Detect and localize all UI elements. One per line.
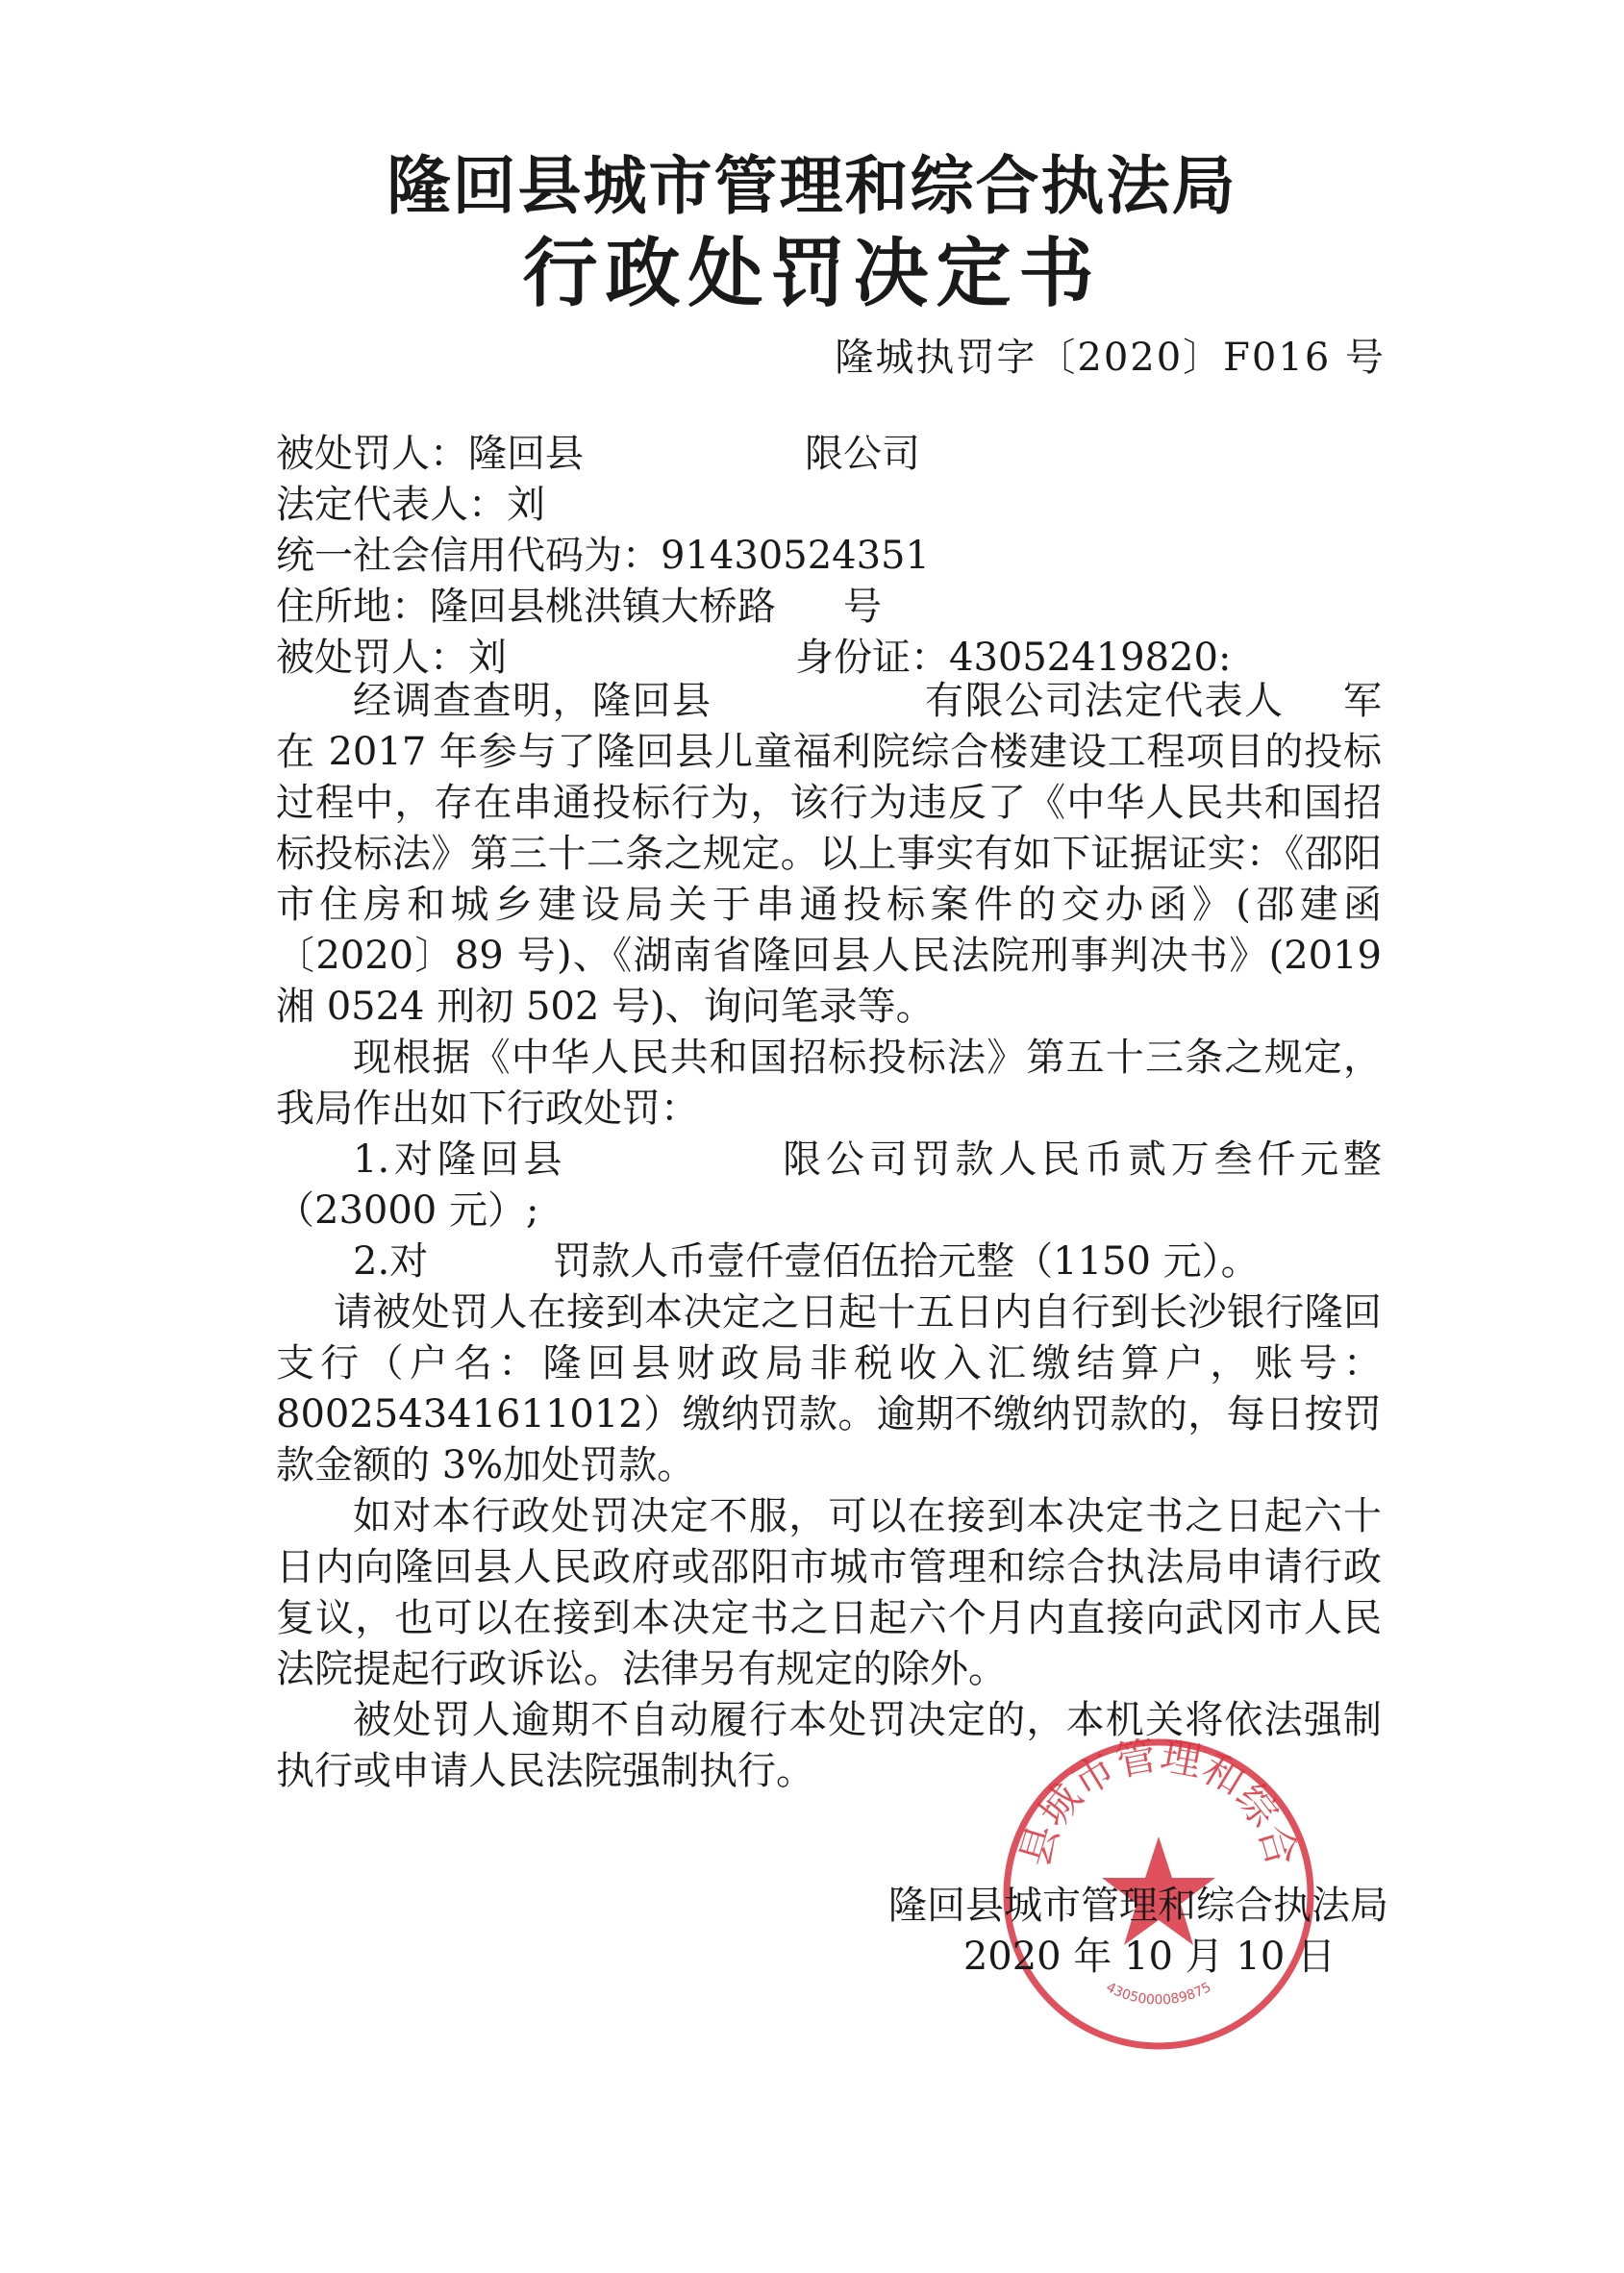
penalty-1-detail: 限公司罚款人民币贰万叁仟元整（23000 元）; bbox=[276, 1137, 1383, 1233]
party-person-line bbox=[276, 627, 1231, 682]
penalty-2-prefix: 2.对 bbox=[353, 1239, 429, 1284]
enforcement-paragraph: 被处罚人逾期不自动履行本处罚决定的，本机关将依法强制执行或申请人民法院强制执行。 bbox=[276, 1698, 1382, 1793]
penalty-1-prefix: 1.对隆回县 bbox=[353, 1137, 567, 1182]
seal-number: 4305000089875 bbox=[1103, 1979, 1214, 2009]
penalty-item-2 bbox=[276, 1236, 1382, 1287]
facts-company: 有限公司法定代表人 bbox=[923, 679, 1285, 723]
legal-representative-line: 法定代表人：刘 bbox=[276, 483, 545, 527]
issuing-organization: 隆回县城市管理和综合执法局 bbox=[387, 149, 1237, 223]
payment-paragraph: 请被处罚人在接到本决定之日起十五日内自行到长沙银行隆回支行（户名：隆回县财政局非税收入汇缴结算户，账号：800254341611012）缴纳罚款。逾期不缴纳罚款的，每日按罚款金额的 3%加处罚款。 bbox=[276, 1290, 1382, 1487]
appeal-paragraph: 如对本行政处罚决定不服，可以在接到本决定书之日起六十日内向隆回县人民政府或邵阳市城市管理和综合执法局申请行政复议，也可以在接到本决定书之日起六个月内直接向武冈市人民法院提起行政诉讼。法律另有规定的除外。 bbox=[276, 1494, 1382, 1691]
facts-paragraph bbox=[276, 676, 1382, 1033]
signature-organization: 隆回县城市管理和综合执法局 bbox=[888, 1884, 1388, 1928]
penalty-2-detail: 罚款人币壹仟壹佰伍拾元整（1150 元）。 bbox=[553, 1239, 1260, 1284]
document-title: 行政处罚决定书 bbox=[522, 231, 1102, 317]
facts-detail: 军在 2017 年参与了隆回县儿童福利院综合楼建设工程项目的投标过程中，存在串通投标行为，该行为违反了《中华人民共和国招标投标法》第三十二条之规定。以上事实有如下证据证实：《邵阳市住房和城乡建设局关于串通投标案件的交办函》(邵建函〔2020〕89 号)、《湖南省隆回县人民法院刑事判决书》(2019 湘 0524 刑初 502 号)、询问笔录等。 bbox=[276, 679, 1382, 1029]
seal-arc-text: 县城市管理和综合 bbox=[1011, 1732, 1307, 1872]
address-suffix: 号 bbox=[843, 585, 882, 629]
party-person-id: 身份证：43052419820: bbox=[795, 636, 1232, 680]
address-line bbox=[276, 576, 882, 631]
party-person-name: 被处罚人：刘 bbox=[276, 636, 507, 680]
penalty-item-1 bbox=[276, 1135, 1382, 1236]
party-company-prefix: 被处罚人：隆回县 bbox=[276, 432, 584, 476]
document-number: 隆城执罚字〔2020〕F016 号 bbox=[835, 336, 1386, 380]
document-body bbox=[276, 676, 1382, 1797]
party-company-suffix: 限公司 bbox=[805, 432, 920, 476]
party-company-line bbox=[276, 423, 920, 478]
signature-date: 2020 年 10 月 10 日 bbox=[962, 1935, 1336, 1979]
credit-code-line: 统一社会信用代码为：91430524351 bbox=[276, 534, 930, 578]
address-text: 住所地：隆回县桃洪镇大桥路 bbox=[276, 585, 776, 629]
facts-intro: 经调查查明，隆回县 bbox=[353, 679, 712, 723]
basis-paragraph: 现根据《中华人民共和国招标投标法》第五十三条之规定，我局作出如下行政处罚： bbox=[276, 1036, 1382, 1131]
